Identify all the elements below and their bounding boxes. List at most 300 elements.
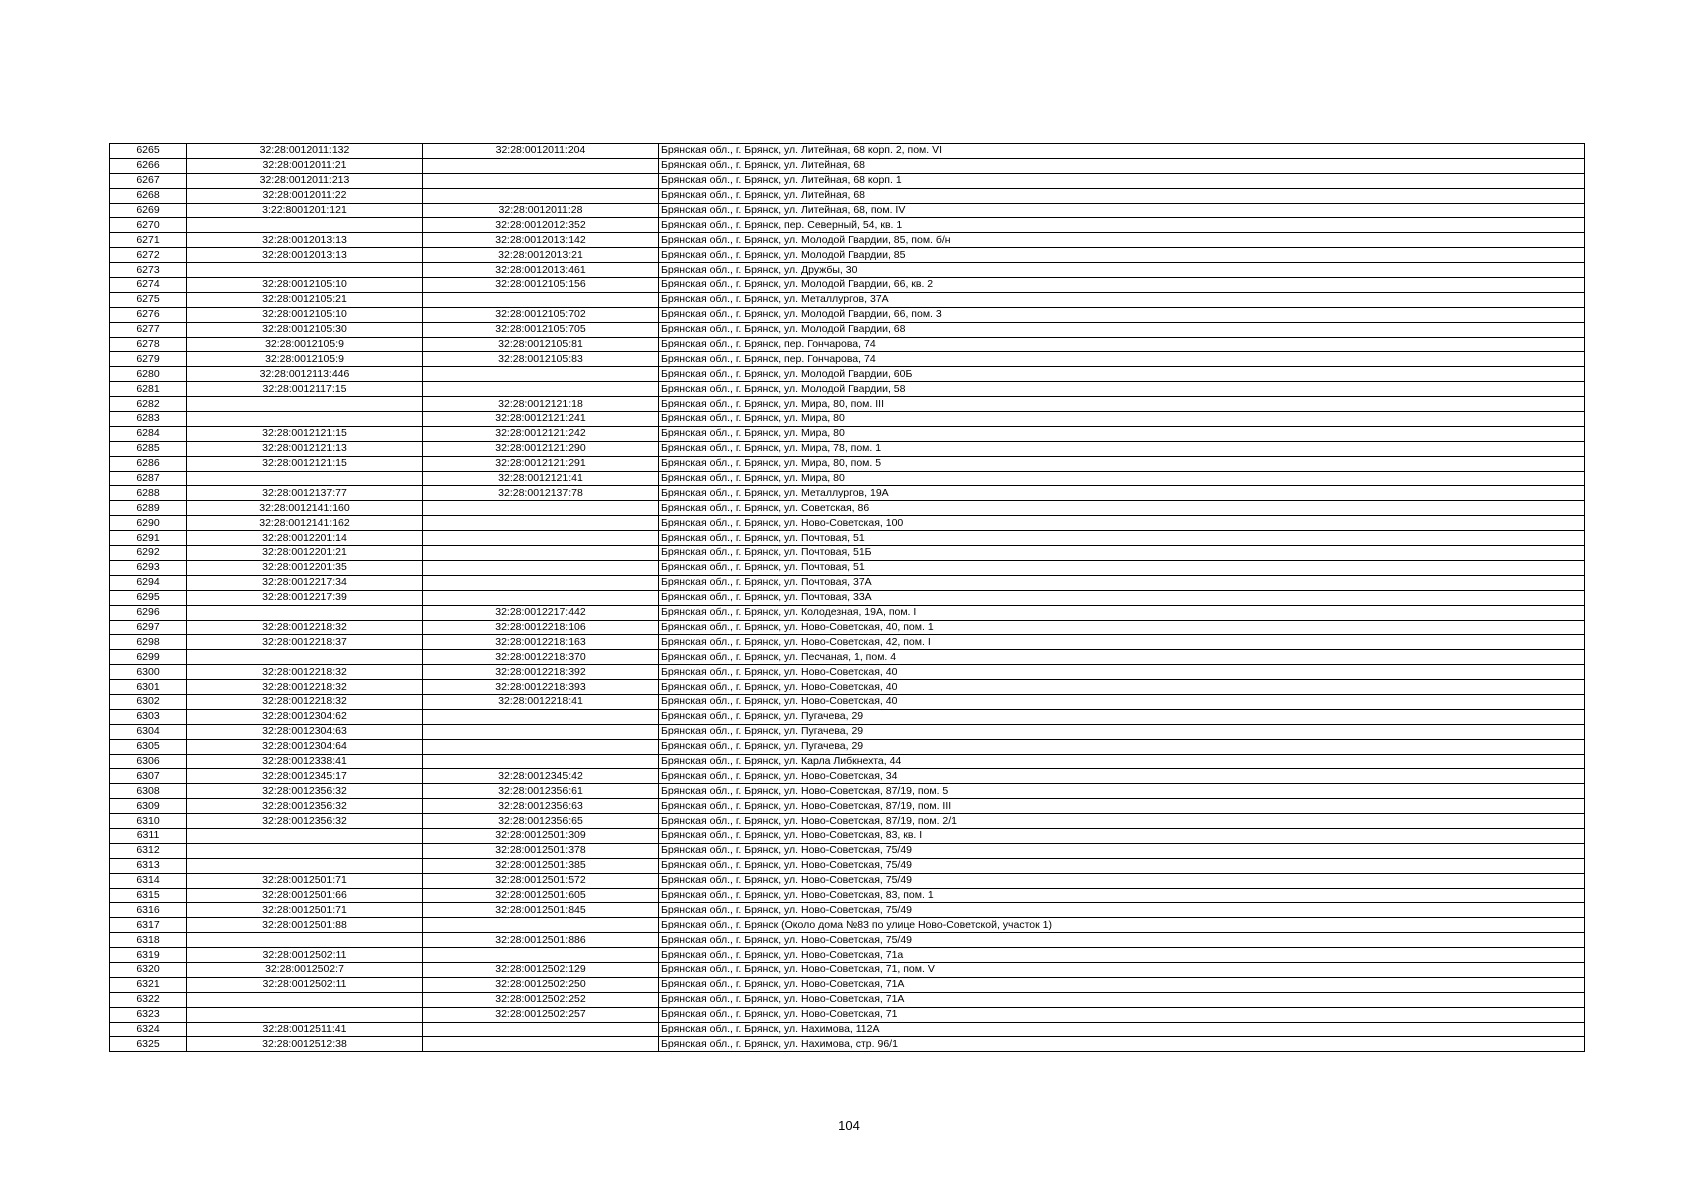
cadastral-number-land-cell: 32:28:0012121:15 [187,426,423,441]
cadastral-number-object-cell: 32:28:0012137:78 [423,486,659,501]
cadastral-number-object-cell: 32:28:0012218:370 [423,650,659,665]
cadastral-number-object-cell: 32:28:0012217:442 [423,605,659,620]
row-number-cell: 6300 [110,665,187,680]
cadastral-number-object-cell: 32:28:0012105:705 [423,322,659,337]
cadastral-number-land-cell: 32:28:0012501:71 [187,903,423,918]
table-row [110,739,1585,754]
page-number: 104 [838,1118,860,1133]
cadastral-number-land-cell: 32:28:0012105:10 [187,278,423,293]
cadastral-number-object-cell: 32:28:0012011:204 [423,144,659,159]
table-row [110,158,1585,173]
table-row [110,888,1585,903]
cadastral-number-land-cell: 32:28:0012141:160 [187,501,423,516]
table-row [110,367,1585,382]
cadastral-number-land-cell: 32:28:0012218:32 [187,694,423,709]
cadastral-number-object-cell: 32:28:0012501:605 [423,888,659,903]
cadastral-number-land-cell: 32:28:0012217:34 [187,575,423,590]
address-cell: Брянская обл., г. Брянск, ул. Ново-Советская, 100 [659,516,1585,531]
cadastral-number-object-cell: 32:28:0012356:63 [423,799,659,814]
cadastral-number-object-cell: 32:28:0012218:392 [423,665,659,680]
address-cell: Брянская обл., г. Брянск, ул. Нахимова, 112А [659,1022,1585,1037]
cadastral-number-object-cell [423,739,659,754]
row-number-cell: 6286 [110,456,187,471]
table-row [110,441,1585,456]
table-row [110,754,1585,769]
registry-table-body [110,144,1585,1052]
row-number-cell: 6289 [110,501,187,516]
address-cell: Брянская обл., г. Брянск, ул. Ново-Советская, 83, пом. 1 [659,888,1585,903]
address-cell: Брянская обл., г. Брянск, ул. Мира, 80 [659,412,1585,427]
cadastral-number-object-cell: 32:28:0012121:242 [423,426,659,441]
address-cell: Брянская обл., г. Брянск, ул. Ново-Советская, 42, пом. I [659,635,1585,650]
cadastral-number-object-cell: 32:28:0012218:163 [423,635,659,650]
table-row [110,412,1585,427]
table-row [110,873,1585,888]
cadastral-number-land-cell [187,412,423,427]
cadastral-number-land-cell: 32:28:0012117:15 [187,382,423,397]
cadastral-number-land-cell: 32:28:0012105:9 [187,337,423,352]
address-cell: Брянская обл., г. Брянск, ул. Почтовая, 33А [659,590,1585,605]
row-number-cell: 6299 [110,650,187,665]
row-number-cell: 6310 [110,814,187,829]
row-number-cell: 6291 [110,531,187,546]
table-row [110,397,1585,412]
address-cell: Брянская обл., г. Брянск, ул. Ново-Советская, 87/19, пом. III [659,799,1585,814]
row-number-cell: 6269 [110,203,187,218]
cadastral-number-land-cell: 32:28:0012011:22 [187,188,423,203]
table-row [110,322,1585,337]
table-row [110,948,1585,963]
table-row [110,546,1585,561]
address-cell: Брянская обл., г. Брянск, ул. Ново-Советская, 87/19, пом. 2/1 [659,814,1585,829]
cadastral-number-land-cell: 32:28:0012502:7 [187,962,423,977]
cadastral-number-object-cell: 32:28:0012502:129 [423,962,659,977]
address-cell: Брянская обл., г. Брянск, пер. Северный, 54, кв. 1 [659,218,1585,233]
table-row [110,560,1585,575]
cadastral-number-object-cell: 32:28:0012121:291 [423,456,659,471]
address-cell: Брянская обл., г. Брянск, ул. Почтовая, 51 [659,560,1585,575]
cadastral-number-object-cell: 32:28:0012501:886 [423,933,659,948]
row-number-cell: 6284 [110,426,187,441]
cadastral-number-land-cell: 32:28:0012218:32 [187,665,423,680]
address-cell: Брянская обл., г. Брянск, ул. Ново-Советская, 71 [659,1007,1585,1022]
address-cell: Брянская обл., г. Брянск, ул. Ново-Советская, 75/49 [659,903,1585,918]
cadastral-number-object-cell: 32:28:0012501:378 [423,843,659,858]
row-number-cell: 6317 [110,918,187,933]
cadastral-number-object-cell [423,516,659,531]
address-cell: Брянская обл., г. Брянск, ул. Дружбы, 30 [659,263,1585,278]
row-number-cell: 6265 [110,144,187,159]
address-cell: Брянская обл., г. Брянск, ул. Ново-Советская, 40 [659,665,1585,680]
cadastral-number-land-cell: 32:28:0012121:15 [187,456,423,471]
cadastral-number-land-cell: 32:28:0012502:11 [187,948,423,963]
row-number-cell: 6296 [110,605,187,620]
cadastral-number-object-cell: 32:28:0012501:845 [423,903,659,918]
cadastral-number-land-cell: 32:28:0012304:64 [187,739,423,754]
row-number-cell: 6295 [110,590,187,605]
row-number-cell: 6323 [110,1007,187,1022]
table-row [110,858,1585,873]
row-number-cell: 6298 [110,635,187,650]
row-number-cell: 6306 [110,754,187,769]
row-number-cell: 6274 [110,278,187,293]
table-row [110,382,1585,397]
cadastral-number-object-cell: 32:28:0012121:41 [423,471,659,486]
row-number-cell: 6273 [110,263,187,278]
table-row [110,605,1585,620]
table-row [110,456,1585,471]
cadastral-number-land-cell: 32:28:0012105:21 [187,292,423,307]
cadastral-number-land-cell: 32:28:0012201:35 [187,560,423,575]
row-number-cell: 6305 [110,739,187,754]
table-row [110,501,1585,516]
address-cell: Брянская обл., г. Брянск, ул. Пугачева, 29 [659,724,1585,739]
table-row [110,635,1585,650]
cadastral-number-land-cell [187,218,423,233]
row-number-cell: 6322 [110,992,187,1007]
cadastral-number-land-cell: 32:28:0012512:38 [187,1037,423,1052]
table-row [110,724,1585,739]
cadastral-number-object-cell [423,292,659,307]
cadastral-number-land-cell [187,828,423,843]
cadastral-number-land-cell: 32:28:0012501:66 [187,888,423,903]
cadastral-number-object-cell: 32:28:0012105:702 [423,307,659,322]
table-row [110,784,1585,799]
cadastral-number-object-cell [423,158,659,173]
address-cell: Брянская обл., г. Брянск, ул. Молодой Гвардии, 66, пом. 3 [659,307,1585,322]
cadastral-number-object-cell [423,948,659,963]
table-row [110,918,1585,933]
cadastral-number-object-cell: 32:28:0012502:257 [423,1007,659,1022]
row-number-cell: 6282 [110,397,187,412]
table-row [110,263,1585,278]
address-cell: Брянская обл., г. Брянск, ул. Почтовая, 51Б [659,546,1585,561]
table-row [110,828,1585,843]
cadastral-number-object-cell: 32:28:0012502:250 [423,977,659,992]
row-number-cell: 6279 [110,352,187,367]
row-number-cell: 6308 [110,784,187,799]
address-cell: Брянская обл., г. Брянск, ул. Колодезная, 19А, пом. I [659,605,1585,620]
row-number-cell: 6280 [110,367,187,382]
row-number-cell: 6313 [110,858,187,873]
table-row [110,962,1585,977]
cadastral-number-object-cell: 32:28:0012356:65 [423,814,659,829]
row-number-cell: 6302 [110,694,187,709]
table-row [110,337,1585,352]
cadastral-number-land-cell: 32:28:0012218:32 [187,680,423,695]
cadastral-number-land-cell: 32:28:0012356:32 [187,814,423,829]
table-row [110,590,1585,605]
row-number-cell: 6304 [110,724,187,739]
cadastral-number-land-cell: 32:28:0012217:39 [187,590,423,605]
row-number-cell: 6287 [110,471,187,486]
address-cell: Брянская обл., г. Брянск, ул. Ново-Советская, 75/49 [659,873,1585,888]
table-row [110,650,1585,665]
address-cell: Брянская обл., г. Брянск, ул. Литейная, 68, пом. IV [659,203,1585,218]
cadastral-number-object-cell [423,575,659,590]
registry-table [109,143,1585,1052]
cadastral-number-land-cell: 32:28:0012011:213 [187,173,423,188]
row-number-cell: 6307 [110,769,187,784]
address-cell: Брянская обл., г. Брянск, ул. Мира, 80, пом. III [659,397,1585,412]
cadastral-number-land-cell: 32:28:0012356:32 [187,799,423,814]
cadastral-number-object-cell [423,724,659,739]
cadastral-number-land-cell: 32:28:0012141:162 [187,516,423,531]
row-number-cell: 6318 [110,933,187,948]
address-cell: Брянская обл., г. Брянск, ул. Ново-Советская, 71А [659,977,1585,992]
row-number-cell: 6319 [110,948,187,963]
cadastral-number-land-cell [187,650,423,665]
row-number-cell: 6316 [110,903,187,918]
cadastral-number-object-cell [423,531,659,546]
row-number-cell: 6275 [110,292,187,307]
cadastral-number-object-cell: 32:28:0012013:461 [423,263,659,278]
address-cell: Брянская обл., г. Брянск, ул. Почтовая, 51 [659,531,1585,546]
address-cell: Брянская обл., г. Брянск, ул. Почтовая, 37А [659,575,1585,590]
cadastral-number-object-cell: 32:28:0012501:385 [423,858,659,873]
cadastral-number-object-cell [423,367,659,382]
table-row [110,248,1585,263]
cadastral-number-object-cell [423,918,659,933]
address-cell: Брянская обл., г. Брянск, ул. Нахимова, стр. 96/1 [659,1037,1585,1052]
address-cell: Брянская обл., г. Брянск, ул. Советская, 86 [659,501,1585,516]
row-number-cell: 6325 [110,1037,187,1052]
address-cell: Брянская обл., г. Брянск, ул. Ново-Советская, 71А [659,992,1585,1007]
row-number-cell: 6293 [110,560,187,575]
cadastral-number-land-cell: 32:28:0012218:32 [187,620,423,635]
cadastral-number-land-cell [187,843,423,858]
cadastral-number-object-cell [423,382,659,397]
address-cell: Брянская обл., г. Брянск, ул. Ново-Советская, 40 [659,694,1585,709]
table-row [110,218,1585,233]
cadastral-number-object-cell [423,1037,659,1052]
row-number-cell: 6290 [110,516,187,531]
row-number-cell: 6276 [110,307,187,322]
address-cell: Брянская обл., г. Брянск, ул. Литейная, 68 корп. 2, пом. VI [659,144,1585,159]
address-cell: Брянская обл., г. Брянск, ул. Мира, 80, пом. 5 [659,456,1585,471]
cadastral-number-object-cell: 32:28:0012356:61 [423,784,659,799]
cadastral-number-object-cell [423,754,659,769]
address-cell: Брянская обл., г. Брянск, ул. Карла Либкнехта, 44 [659,754,1585,769]
address-cell: Брянская обл., г. Брянск, ул. Песчаная, 1, пом. 4 [659,650,1585,665]
cadastral-number-object-cell: 32:28:0012218:41 [423,694,659,709]
cadastral-number-land-cell [187,397,423,412]
cadastral-number-object-cell [423,560,659,575]
address-cell: Брянская обл., г. Брянск, ул. Литейная, 68 [659,188,1585,203]
cadastral-number-object-cell: 32:28:0012501:309 [423,828,659,843]
cadastral-number-land-cell: 32:28:0012011:21 [187,158,423,173]
table-row [110,620,1585,635]
address-cell: Брянская обл., г. Брянск, ул. Ново-Советская, 71, пом. V [659,962,1585,977]
cadastral-number-land-cell: 32:28:0012356:32 [187,784,423,799]
row-number-cell: 6303 [110,709,187,724]
cadastral-number-object-cell: 32:28:0012012:352 [423,218,659,233]
row-number-cell: 6288 [110,486,187,501]
table-row [110,203,1585,218]
cadastral-number-land-cell: 32:28:0012511:41 [187,1022,423,1037]
cadastral-number-object-cell [423,709,659,724]
cadastral-number-object-cell: 32:28:0012501:572 [423,873,659,888]
address-cell: Брянская обл., г. Брянск, ул. Металлургов, 19А [659,486,1585,501]
table-row [110,233,1585,248]
address-cell: Брянская обл., г. Брянск, ул. Молодой Гвардии, 85 [659,248,1585,263]
cadastral-number-object-cell: 32:28:0012121:241 [423,412,659,427]
cadastral-number-object-cell [423,546,659,561]
address-cell: Брянская обл., г. Брянск, ул. Ново-Советская, 75/49 [659,843,1585,858]
cadastral-number-land-cell: 32:28:0012013:13 [187,248,423,263]
cadastral-number-object-cell: 32:28:0012218:393 [423,680,659,695]
row-number-cell: 6266 [110,158,187,173]
cadastral-number-land-cell: 32:28:0012113:446 [187,367,423,382]
address-cell: Брянская обл., г. Брянск, ул. Мира, 80 [659,426,1585,441]
cadastral-number-land-cell: 32:28:0012304:62 [187,709,423,724]
row-number-cell: 6320 [110,962,187,977]
address-cell: Брянская обл., г. Брянск, ул. Мира, 78, пом. 1 [659,441,1585,456]
table-row [110,188,1585,203]
cadastral-number-land-cell [187,858,423,873]
cadastral-number-object-cell: 32:28:0012013:142 [423,233,659,248]
cadastral-number-land-cell: 32:28:0012105:10 [187,307,423,322]
row-number-cell: 6271 [110,233,187,248]
table-row [110,486,1585,501]
address-cell: Брянская обл., г. Брянск, ул. Пугачева, 29 [659,739,1585,754]
table-row [110,426,1585,441]
cadastral-number-object-cell: 32:28:0012105:156 [423,278,659,293]
table-row [110,531,1585,546]
address-cell: Брянская обл., г. Брянск, ул. Ново-Советская, 87/19, пом. 5 [659,784,1585,799]
cadastral-number-land-cell [187,263,423,278]
address-cell: Брянская обл., г. Брянск, ул. Молодой Гвардии, 58 [659,382,1585,397]
cadastral-number-object-cell: 32:28:0012345:42 [423,769,659,784]
row-number-cell: 6283 [110,412,187,427]
address-cell: Брянская обл., г. Брянск, ул. Молодой Гвардии, 60Б [659,367,1585,382]
cadastral-number-land-cell [187,471,423,486]
address-cell: Брянская обл., г. Брянск, ул. Ново-Советская, 40, пом. 1 [659,620,1585,635]
table-row [110,799,1585,814]
cadastral-number-land-cell: 32:28:0012201:21 [187,546,423,561]
table-row [110,278,1585,293]
cadastral-number-land-cell: 32:28:0012502:11 [187,977,423,992]
table-row [110,977,1585,992]
cadastral-number-land-cell: 32:28:0012013:13 [187,233,423,248]
cadastral-number-land-cell: 32:28:0012105:30 [187,322,423,337]
row-number-cell: 6309 [110,799,187,814]
cadastral-number-object-cell [423,173,659,188]
cadastral-number-land-cell: 3:22:8001201:121 [187,203,423,218]
address-cell: Брянская обл., г. Брянск, ул. Мира, 80 [659,471,1585,486]
row-number-cell: 6281 [110,382,187,397]
cadastral-number-land-cell [187,605,423,620]
cadastral-number-land-cell: 32:28:0012345:17 [187,769,423,784]
cadastral-number-object-cell: 32:28:0012502:252 [423,992,659,1007]
table-row [110,769,1585,784]
table-row [110,516,1585,531]
row-number-cell: 6272 [110,248,187,263]
cadastral-number-land-cell: 32:28:0012121:13 [187,441,423,456]
row-number-cell: 6268 [110,188,187,203]
cadastral-number-object-cell: 32:28:0012011:28 [423,203,659,218]
row-number-cell: 6285 [110,441,187,456]
address-cell: Брянская обл., г. Брянск, ул. Ново-Советская, 83, кв. I [659,828,1585,843]
cadastral-number-land-cell: 32:28:0012501:88 [187,918,423,933]
table-row [110,575,1585,590]
table-row [110,173,1585,188]
cadastral-number-object-cell: 32:28:0012121:18 [423,397,659,412]
table-row [110,1007,1585,1022]
address-cell: Брянская обл., г. Брянск (Около дома №83 по улице Ново-Советской, участок 1) [659,918,1585,933]
table-row [110,680,1585,695]
table-row [110,814,1585,829]
row-number-cell: 6324 [110,1022,187,1037]
table-row [110,903,1585,918]
cadastral-number-land-cell [187,933,423,948]
cadastral-number-object-cell: 32:28:0012105:83 [423,352,659,367]
table-row [110,694,1585,709]
table-row [110,665,1585,680]
row-number-cell: 6312 [110,843,187,858]
cadastral-number-land-cell: 32:28:0012201:14 [187,531,423,546]
cadastral-number-object-cell [423,501,659,516]
cadastral-number-land-cell: 32:28:0012137:77 [187,486,423,501]
address-cell: Брянская обл., г. Брянск, ул. Пугачева, 29 [659,709,1585,724]
address-cell: Брянская обл., г. Брянск, пер. Гончарова, 74 [659,352,1585,367]
row-number-cell: 6294 [110,575,187,590]
row-number-cell: 6292 [110,546,187,561]
row-number-cell: 6314 [110,873,187,888]
table-row [110,1022,1585,1037]
table-row [110,292,1585,307]
row-number-cell: 6301 [110,680,187,695]
address-cell: Брянская обл., г. Брянск, ул. Ново-Советская, 40 [659,680,1585,695]
cadastral-number-object-cell [423,1022,659,1037]
row-number-cell: 6297 [110,620,187,635]
cadastral-number-land-cell: 32:28:0012501:71 [187,873,423,888]
cadastral-number-object-cell [423,590,659,605]
address-cell: Брянская обл., г. Брянск, ул. Ново-Советская, 75/49 [659,933,1585,948]
row-number-cell: 6267 [110,173,187,188]
address-cell: Брянская обл., г. Брянск, ул. Литейная, 68 [659,158,1585,173]
table-row [110,144,1585,159]
address-cell: Брянская обл., г. Брянск, ул. Металлургов, 37А [659,292,1585,307]
table-row [110,307,1585,322]
address-cell: Брянская обл., г. Брянск, ул. Молодой Гвардии, 85, пом. б/н [659,233,1585,248]
cadastral-number-object-cell: 32:28:0012218:106 [423,620,659,635]
cadastral-number-object-cell: 32:28:0012013:21 [423,248,659,263]
table-row [110,992,1585,1007]
row-number-cell: 6277 [110,322,187,337]
address-cell: Брянская обл., г. Брянск, ул. Ново-Советская, 75/49 [659,858,1585,873]
cadastral-number-land-cell: 32:28:0012304:63 [187,724,423,739]
cadastral-number-object-cell: 32:28:0012105:81 [423,337,659,352]
cadastral-number-land-cell: 32:28:0012105:9 [187,352,423,367]
cadastral-number-land-cell: 32:28:0012338:41 [187,754,423,769]
address-cell: Брянская обл., г. Брянск, ул. Молодой Гвардии, 68 [659,322,1585,337]
table-row [110,352,1585,367]
row-number-cell: 6315 [110,888,187,903]
address-cell: Брянская обл., г. Брянск, ул. Ново-Советская, 71а [659,948,1585,963]
cadastral-number-object-cell [423,188,659,203]
row-number-cell: 6278 [110,337,187,352]
table-row [110,709,1585,724]
address-cell: Брянская обл., г. Брянск, ул. Молодой Гвардии, 66, кв. 2 [659,278,1585,293]
table-row [110,1037,1585,1052]
address-cell: Брянская обл., г. Брянск, пер. Гончарова, 74 [659,337,1585,352]
table-row [110,843,1585,858]
address-cell: Брянская обл., г. Брянск, ул. Литейная, 68 корп. 1 [659,173,1585,188]
table-row [110,471,1585,486]
row-number-cell: 6321 [110,977,187,992]
cadastral-number-land-cell [187,992,423,1007]
